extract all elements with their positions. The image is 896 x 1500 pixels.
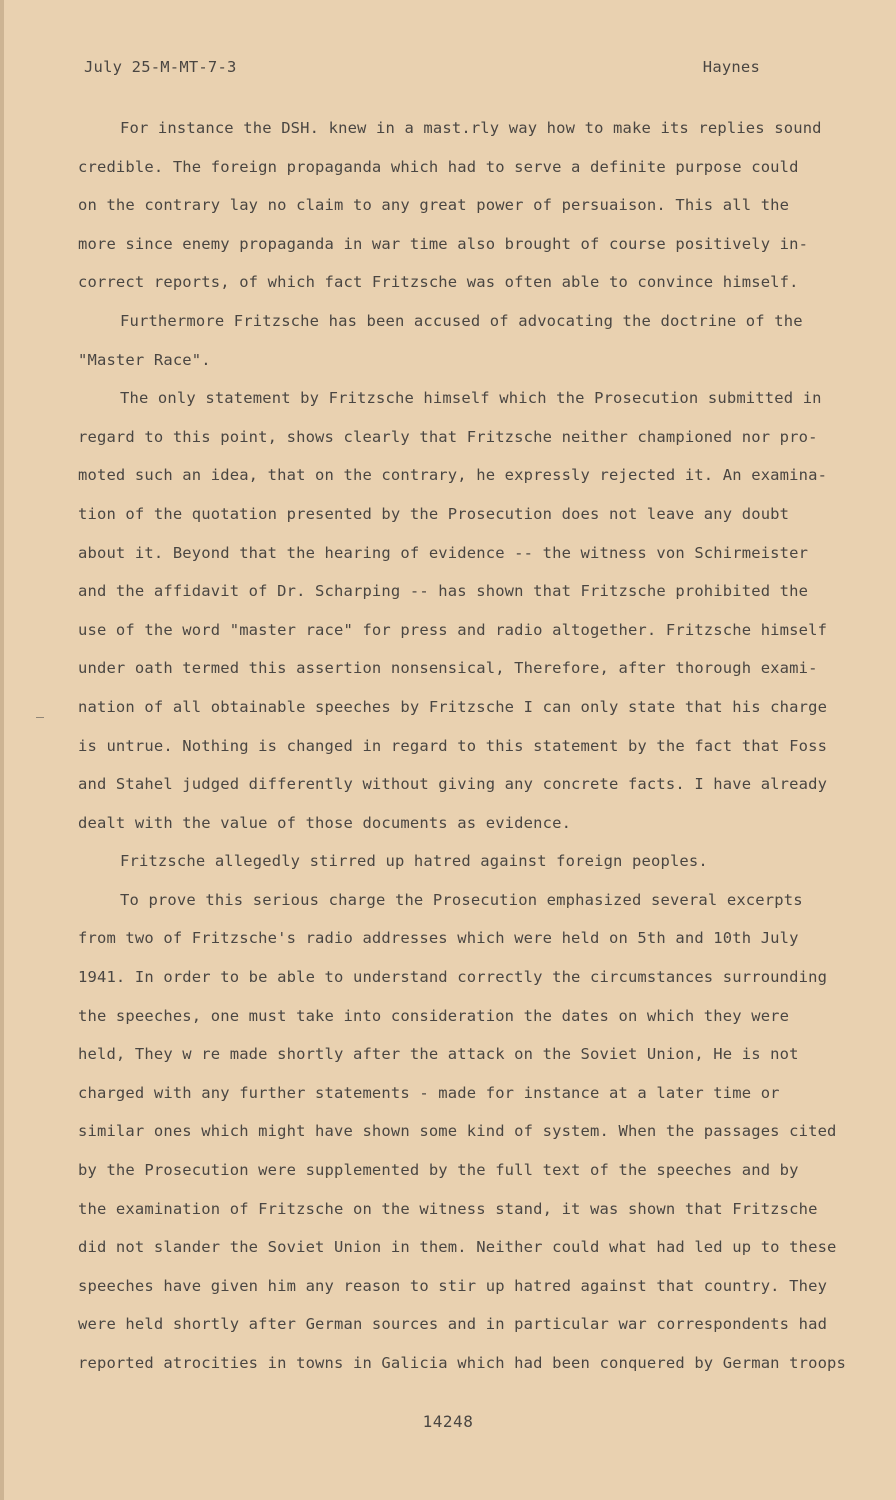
page-number: 14248	[422, 1412, 474, 1431]
text-line: on the contrary lay no claim to any great power of persuaison. This all the	[78, 196, 790, 215]
text-line: and the affidavit of Dr. Scharping -- has shown that Fritzsche prohibited the	[78, 582, 809, 601]
text-line: held, They w re made shortly after the attack on the Soviet Union, He is not	[78, 1045, 799, 1064]
text-line: charged with any further statements - made for instance at a later time or	[78, 1083, 780, 1102]
text-line: "Master Race".	[78, 350, 211, 369]
text-line: To prove this serious charge the Prosecution emphasized several excerpts	[120, 890, 803, 909]
text-line: The only statement by Fritzsche himself which the Prosecution submitted in	[120, 389, 822, 408]
text-line: moted such an idea, that on the contrary, he expressly rejected it. An examina-	[78, 466, 828, 485]
text-line: by the Prosecution were supplemented by the full text of the speeches and by	[78, 1161, 799, 1180]
text-line: Fritzsche allegedly stirred up hatred against foreign peoples.	[120, 852, 708, 871]
page-header	[84, 58, 760, 76]
text-line: is untrue. Nothing is changed in regard to this statement by the fact that Foss	[78, 736, 828, 755]
margin-mark	[36, 717, 44, 718]
text-line: credible. The foreign propaganda which had to serve a definite purpose could	[78, 157, 799, 176]
header-reference: July 25-M-MT-7-3	[84, 58, 237, 76]
text-line: Furthermore Fritzsche has been accused of advocating the doctrine of the	[120, 311, 803, 330]
text-line: the speeches, one must take into consideration the dates on which they were	[78, 1006, 790, 1025]
header-author: Haynes	[702, 58, 760, 76]
text-line: nation of all obtainable speeches by Fritzsche I can only state that his charge	[78, 697, 828, 716]
text-line: dealt with the value of those documents as evidence.	[78, 813, 572, 832]
text-line: speeches have given him any reason to stir up hatred against that country. They	[78, 1276, 828, 1295]
text-line: For instance the DSH. knew in a mast.rly way how to make its replies sound	[120, 119, 822, 137]
text-line: the examination of Fritzsche on the witness stand, it was shown that Fritzsche	[78, 1199, 818, 1218]
text-line: reported atrocities in towns in Galicia which had been conquered by German troops	[78, 1354, 847, 1372]
text-line: from two of Fritzsche's radio addresses which were held on 5th and 10th July	[78, 929, 799, 948]
text-line: did not slander the Soviet Union in them. Neither could what had led up to these	[78, 1238, 837, 1257]
document-body	[78, 114, 850, 1388]
text-line: tion of the quotation presented by the Prosecution does not leave any doubt	[78, 504, 790, 523]
text-line: use of the word "master race" for press and radio altogether. Fritzsche himself	[78, 620, 828, 639]
text-line: 1941. In order to be able to understand correctly the circumstances surrounding	[78, 968, 828, 987]
text-line: under oath termed this assertion nonsensical, Therefore, after thorough exami-	[78, 659, 818, 678]
text-line: were held shortly after German sources and in particular war correspondents had	[78, 1315, 828, 1334]
text-line: correct reports, of which fact Fritzsche was often able to convince himself.	[78, 273, 799, 292]
text-line: and Stahel judged differently without giving any concrete facts. I have already	[78, 775, 828, 794]
text-line: more since enemy propaganda in war time also brought of course positively in-	[78, 234, 809, 253]
text-line: about it. Beyond that the hearing of evidence -- the witness von Schirmeister	[78, 543, 809, 562]
text-line: regard to this point, shows clearly that Fritzsche neither championed nor pro-	[78, 427, 818, 446]
page-edge	[0, 0, 4, 1500]
text-line: similar ones which might have shown some kind of system. When the passages cited	[78, 1122, 837, 1141]
